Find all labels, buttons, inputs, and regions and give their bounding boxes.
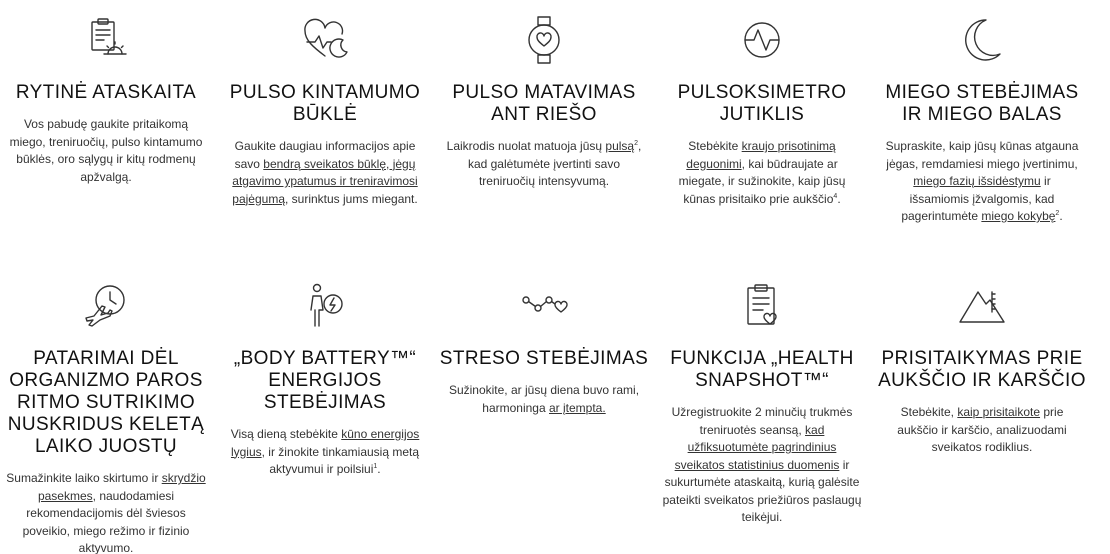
feature-link[interactable]: kad užfiksuotumėte pagrindinius sveikatos statistinius duomenis: [674, 422, 840, 472]
description-text: , naudodamiesi rekomendacijomis dėl šviesos poveikio, miego režimo ir fizinio aktyvumo.: [22, 488, 190, 554]
feature-link[interactable]: miego fazių išsidėstymu: [913, 174, 1041, 188]
feature-link[interactable]: pulsą: [605, 139, 635, 153]
feature-link[interactable]: kraujo prisotinimą deguonimi: [686, 139, 836, 171]
feature-title: PULSO KINTAMUMO BŪKLĖ: [229, 82, 421, 125]
description-text: Sumažinkite laiko skirtumo ir: [6, 471, 162, 485]
feature-title: PRISITAIKYMAS PRIE AUKŠČIO IR KARŠČIO: [878, 348, 1086, 391]
feature-title: RYTINĖ ATASKAITA: [15, 82, 197, 103]
description-text: ir išsamiomis įžvalgomis, kad pagerintumėte: [901, 174, 1055, 223]
description-text: , kad galėtumėte įvertinti savo treniruočių intensyvumą.: [467, 139, 642, 188]
description-text: prie aukščio ir karščio, analizuodami sveikatos rodiklius.: [897, 405, 1067, 454]
feature-title: PATARIMAI DĖL ORGANIZMO PAROS RITMO SUTRIKIMO NUSKRIDUS KELETĄ LAIKO JUOSTŲ: [7, 348, 205, 457]
feature-jet-lag: [0, 276, 212, 554]
feature-link[interactable]: ar įtempta.: [549, 400, 606, 415]
footnote-marker: 2: [1055, 210, 1060, 217]
feature-title: „BODY BATTERY™“ ENERGIJOS STEBĖJIMAS: [233, 348, 417, 413]
description-text: ir sukurtumėte ataskaitą, kurią galėsite pateikti sveikatos priežiūros paslaugų teikėjui.: [662, 457, 862, 524]
feature-link[interactable]: kūno energijos lygius: [230, 427, 420, 459]
feature-description: [219, 138, 431, 208]
watch-heart-icon: [514, 10, 574, 70]
description-text: , ir žinokite tinkamiausią metą aktyvumui ir poilsiui: [261, 444, 420, 476]
feature-link[interactable]: miego kokybę: [981, 209, 1056, 223]
footnote-marker: 2: [634, 140, 638, 147]
description-text: Vos pabudę gaukite pritaikomą miego, treniruočių, pulso kintamumo būklės, oro sąlygų ir kitų rodmenų apžvalgą.: [9, 117, 203, 184]
feature-description: [876, 404, 1088, 457]
description-text: Visą dieną stebėkite: [230, 427, 342, 441]
description-text: , surinktus jums miegant.: [285, 191, 418, 206]
feature-description: [219, 426, 431, 479]
feature-link[interactable]: bendrą sveikatos būklę, jėgų atgavimo ypatumus ir treniravimosi pajėgumą: [232, 156, 418, 206]
description-text: .: [837, 191, 841, 206]
feature-stress-tracking: [438, 276, 650, 417]
feature-title: FUNKCIJA „HEALTH SNAPSHOT™“: [670, 348, 854, 391]
feature-description: [656, 138, 868, 208]
description-text: .: [377, 462, 381, 476]
feature-hrv-status: [219, 10, 431, 208]
feature-title: PULSOKSIMETRO JUTIKLIS: [677, 82, 847, 125]
description-text: Sužinokite, ar jūsų diena buvo rami, harmoninga: [448, 383, 640, 415]
feature-description: [876, 138, 1088, 226]
feature-link[interactable]: skrydžio pasekmes: [37, 471, 206, 503]
description-text: Laikrodis nuolat matuoja jūsų: [446, 139, 606, 153]
feature-description: [438, 138, 650, 191]
airplane-clock-icon: [76, 276, 136, 336]
morning-report-icon: [76, 10, 136, 70]
heart-moon-icon: [295, 10, 355, 70]
feature-sleep-tracking: [876, 10, 1088, 226]
feature-wrist-heart-rate: [438, 10, 650, 191]
footnote-marker: 1: [373, 463, 378, 470]
feature-description: [656, 404, 868, 527]
footnote-marker: 4: [833, 192, 838, 200]
clipboard-heart-icon: [732, 276, 792, 336]
feature-title: PULSO MATAVIMAS ANT RIEŠO: [452, 82, 636, 125]
description-text: Stebėkite: [688, 139, 742, 153]
stress-icon: [514, 276, 574, 336]
description-text: Gaukite daugiau informacijos apie savo: [234, 139, 416, 171]
feature-morning-report: [0, 10, 212, 186]
description-text: , kai būdraujate ar miegate, ir sužinokite, kaip jūsų kūnas prisitaiko prie aukščio: [678, 156, 846, 206]
feature-health-snapshot: [656, 276, 868, 527]
feature-body-battery: [219, 276, 431, 479]
description-text: Stebėkite,: [900, 405, 958, 419]
feature-description: [0, 116, 212, 186]
description-text: Supraskite, kaip jūsų kūnas atgauna jėgas, remdamiesi miego įvertinimu,: [885, 139, 1079, 171]
mountain-heat-icon: [952, 276, 1012, 336]
feature-pulse-ox: [656, 10, 868, 208]
pulse-ox-icon: [732, 10, 792, 70]
body-battery-icon: [295, 276, 355, 336]
feature-description: [0, 470, 212, 554]
description-text: .: [1059, 209, 1063, 223]
feature-title: MIEGO STEBĖJIMAS IR MIEGO BALAS: [885, 82, 1079, 125]
feature-title: STRESO STEBĖJIMAS: [439, 348, 649, 369]
feature-link[interactable]: kaip prisitaikote: [957, 405, 1041, 419]
feature-altitude-heat: [876, 276, 1088, 457]
moon-icon: [952, 10, 1012, 70]
description-text: Užregistruokite 2 minučių trukmės treniruotės seansą,: [671, 405, 853, 437]
feature-description: [438, 382, 650, 417]
